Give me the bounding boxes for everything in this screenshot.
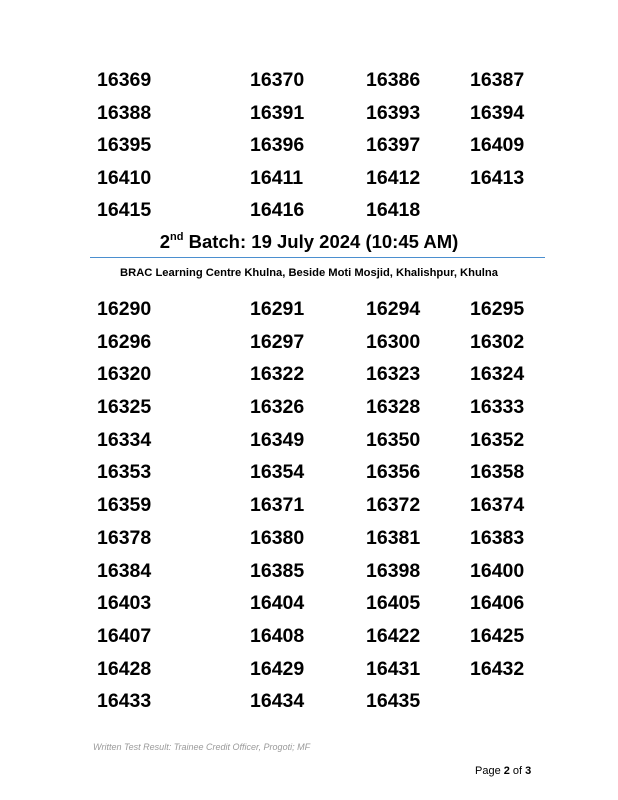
roll-number: 16431: [366, 657, 421, 680]
roll-number: 16400: [470, 559, 525, 582]
roll-number: 16356: [366, 461, 421, 484]
roll-number: 16416: [250, 199, 305, 222]
roll-number: 16425: [470, 624, 525, 647]
page-mid: of: [509, 765, 526, 777]
roll-row: [0, 326, 618, 359]
roll-number: 16350: [366, 428, 421, 451]
roll-row: [0, 194, 618, 227]
roll-number: 16383: [470, 526, 525, 549]
roll-row: [0, 97, 618, 130]
roll-number: 16407: [97, 624, 152, 647]
roll-number: 16324: [470, 363, 525, 386]
roll-number: 16326: [250, 396, 305, 419]
roll-number: 16385: [250, 559, 305, 582]
venue-line: BRAC Learning Centre Khulna, Beside Moti Mosjid, Khalishpur, Khulna: [120, 267, 498, 279]
roll-number: 16388: [97, 101, 152, 124]
roll-row: [0, 391, 618, 424]
roll-number: 16398: [366, 559, 421, 582]
roll-number: 16387: [470, 69, 525, 91]
roll-number: 16386: [366, 69, 421, 91]
page-current: 2: [503, 765, 510, 777]
batch-heading: [0, 229, 618, 255]
roll-number: 16410: [97, 166, 152, 189]
roll-number: 16302: [470, 330, 525, 353]
roll-number: 16384: [97, 559, 152, 582]
roll-number: 16371: [250, 494, 305, 517]
roll-number: 16406: [470, 592, 525, 615]
roll-number: 16408: [250, 624, 305, 647]
batch-ordinal-suffix: nd: [169, 230, 184, 243]
roll-number: 16397: [366, 134, 421, 157]
roll-number: 16435: [366, 690, 421, 713]
roll-number: 16322: [250, 363, 305, 386]
roll-number: 16295: [470, 298, 525, 320]
roll-number: 16320: [97, 363, 152, 386]
roll-number: 16369: [97, 69, 152, 91]
roll-row: [0, 522, 618, 555]
roll-number: 16323: [366, 363, 421, 386]
roll-number: 16374: [470, 494, 525, 517]
roll-number: 16432: [470, 657, 525, 680]
roll-row: [0, 162, 618, 195]
roll-number: 16418: [366, 199, 421, 222]
roll-row: [0, 424, 618, 457]
roll-number: 16404: [250, 592, 305, 615]
roll-number: 16433: [97, 690, 152, 713]
roll-number: 16428: [97, 657, 152, 680]
roll-number: 16358: [470, 461, 525, 484]
page-number: [475, 765, 531, 777]
heading-divider: [90, 257, 545, 258]
roll-number: 16349: [250, 428, 305, 451]
roll-number: 16412: [366, 166, 421, 189]
roll-row: [0, 489, 618, 522]
roll-number: 16380: [250, 526, 305, 549]
roll-row: [0, 587, 618, 620]
roll-number: 16378: [97, 526, 152, 549]
roll-row: [0, 358, 618, 391]
roll-number: 16359: [97, 494, 152, 517]
batch-heading-text: Batch: 19 July 2024 (10:45 AM): [183, 231, 459, 252]
second-batch-roll-grid: [0, 293, 618, 718]
roll-number: 16328: [366, 396, 421, 419]
roll-number: 16294: [366, 298, 421, 320]
roll-row: [0, 293, 618, 326]
roll-number: 16334: [97, 428, 152, 451]
roll-number: 16296: [97, 330, 152, 353]
roll-number: 16325: [97, 396, 152, 419]
roll-number: 16396: [250, 134, 305, 157]
roll-number: 16394: [470, 101, 525, 124]
roll-number: 16434: [250, 690, 305, 713]
footer-note: Written Test Result: Trainee Credit Officer, Progoti; MF: [93, 742, 311, 752]
roll-number: 16393: [366, 101, 421, 124]
page-total: 3: [525, 765, 532, 777]
roll-number: 16395: [97, 134, 152, 157]
roll-number: 16297: [250, 330, 305, 353]
roll-row: [0, 64, 618, 97]
roll-number: 16391: [250, 101, 305, 124]
roll-number: 16300: [366, 330, 421, 353]
roll-number: 16405: [366, 592, 421, 615]
roll-number: 16352: [470, 428, 525, 451]
roll-number: 16429: [250, 657, 305, 680]
roll-number: 16372: [366, 494, 421, 517]
batch-ordinal-number: 2: [159, 231, 170, 252]
roll-row: [0, 129, 618, 162]
roll-number: 16411: [250, 166, 304, 189]
roll-number: 16333: [470, 396, 525, 419]
roll-row: [0, 653, 618, 686]
roll-number: 16290: [97, 298, 152, 320]
roll-number: 16353: [97, 461, 152, 484]
first-batch-roll-grid: [0, 64, 618, 227]
roll-row: [0, 456, 618, 489]
roll-number: 16422: [366, 624, 421, 647]
roll-row: [0, 685, 618, 718]
roll-number: 16381: [366, 526, 421, 549]
roll-number: 16415: [97, 199, 152, 222]
roll-number: 16354: [250, 461, 305, 484]
roll-row: [0, 620, 618, 653]
roll-row: [0, 555, 618, 588]
roll-number: 16403: [97, 592, 152, 615]
roll-number: 16413: [470, 166, 525, 189]
roll-number: 16409: [470, 134, 525, 157]
page-prefix: Page: [475, 765, 504, 777]
roll-number: 16370: [250, 69, 305, 91]
roll-number: 16291: [250, 298, 305, 320]
